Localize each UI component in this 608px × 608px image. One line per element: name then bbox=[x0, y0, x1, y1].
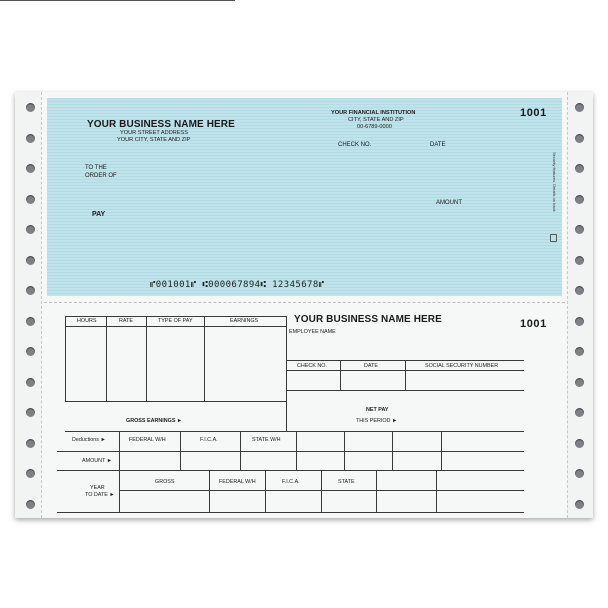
deductions-label: Deductions ► bbox=[72, 437, 106, 443]
left-tractor-hole bbox=[26, 286, 35, 295]
fica-header: F.I.C.A. bbox=[200, 437, 218, 443]
bank-city: CITY, STATE AND ZIP bbox=[348, 117, 404, 123]
left-tractor-hole bbox=[26, 439, 35, 448]
check-no-label: CHECK NO. bbox=[338, 142, 372, 148]
left-tractor-hole bbox=[26, 134, 35, 143]
stub-check-number: 1001 bbox=[520, 318, 547, 330]
right-tractor-hole bbox=[575, 469, 584, 478]
signature-line bbox=[0, 0, 235, 1]
type-of-pay-header: TYPE OF PAY bbox=[158, 318, 193, 324]
bank-routing-fraction: 00-6789-0000 bbox=[357, 124, 392, 130]
left-tractor-hole bbox=[26, 256, 35, 265]
order-of-label: ORDER OF bbox=[85, 173, 117, 179]
left-tractor-hole bbox=[26, 408, 35, 417]
left-perforation bbox=[41, 92, 42, 518]
right-tractor-hole bbox=[575, 317, 584, 326]
ytd-fica-header: F.I.C.A. bbox=[282, 479, 300, 485]
right-tractor-hole bbox=[575, 103, 584, 112]
check-stub-perforation bbox=[44, 302, 565, 303]
left-tractor-hole bbox=[26, 469, 35, 478]
ytd-federal-header: FEDERAL W/H bbox=[219, 479, 256, 485]
state-wh-header: STATE W/H bbox=[252, 437, 281, 443]
padlock-icon bbox=[550, 234, 557, 242]
left-tractor-hole bbox=[26, 317, 35, 326]
to-the-label: TO THE bbox=[85, 165, 107, 171]
to-date-label: TO DATE ► bbox=[85, 492, 115, 498]
stub-check-no-label: CHECK NO. bbox=[297, 363, 327, 369]
left-tractor-hole bbox=[26, 347, 35, 356]
right-tractor-hole bbox=[575, 500, 584, 509]
check-number: 1001 bbox=[520, 107, 547, 119]
right-tractor-hole bbox=[575, 408, 584, 417]
right-tractor-hole bbox=[575, 347, 584, 356]
right-perforation bbox=[567, 92, 568, 518]
micr-line: ⑈001001⑈ ⑆000067894⑆ 12345678⑈ bbox=[150, 280, 325, 290]
right-tractor-strip bbox=[567, 92, 593, 518]
gross-earnings-label: GROSS EARNINGS ► bbox=[126, 418, 183, 424]
right-tractor-hole bbox=[575, 256, 584, 265]
left-tractor-hole bbox=[26, 500, 35, 509]
pay-label: PAY bbox=[92, 211, 106, 218]
check-business-name: YOUR BUSINESS NAME HERE bbox=[87, 119, 235, 130]
right-tractor-hole bbox=[575, 225, 584, 234]
left-tractor-hole bbox=[26, 103, 35, 112]
hours-header: HOURS bbox=[77, 318, 97, 324]
amount-label: AMOUNT bbox=[436, 200, 462, 206]
ytd-state-header: STATE bbox=[338, 479, 355, 485]
left-tractor-hole bbox=[26, 164, 35, 173]
right-tractor-hole bbox=[575, 195, 584, 204]
right-tractor-hole bbox=[575, 378, 584, 387]
check-city-state: YOUR CITY, STATE AND ZIP bbox=[117, 137, 191, 143]
check-date-label: DATE bbox=[430, 142, 446, 148]
left-tractor-strip bbox=[15, 92, 41, 518]
right-tractor-hole bbox=[575, 286, 584, 295]
year-label: YEAR bbox=[90, 485, 105, 491]
right-tractor-hole bbox=[575, 439, 584, 448]
right-tractor-hole bbox=[575, 134, 584, 143]
stub-business-name: YOUR BUSINESS NAME HERE bbox=[294, 314, 442, 325]
left-tractor-hole bbox=[26, 195, 35, 204]
amount-row-label: AMOUNT ► bbox=[82, 458, 113, 464]
federal-wh-header: FEDERAL W/H bbox=[129, 437, 166, 443]
net-pay-label: NET PAY bbox=[366, 407, 389, 413]
rate-header: RATE bbox=[119, 318, 133, 324]
ytd-gross-header: GROSS bbox=[155, 479, 175, 485]
left-tractor-hole bbox=[26, 378, 35, 387]
pay-stub bbox=[47, 306, 562, 515]
right-tractor-hole bbox=[575, 164, 584, 173]
security-features-note: Security features. Details on back bbox=[552, 152, 557, 212]
earnings-header: EARNINGS bbox=[230, 318, 259, 324]
ssn-label: SOCIAL SECURITY NUMBER bbox=[425, 363, 499, 369]
check-street-address: YOUR STREET ADDRESS bbox=[120, 130, 188, 136]
employee-name-label: EMPLOYEE NAME bbox=[289, 329, 336, 335]
stub-date-label: DATE bbox=[364, 363, 378, 369]
bank-name: YOUR FINANCIAL INSTITUTION bbox=[331, 110, 416, 116]
this-period-label: THIS PERIOD ► bbox=[356, 418, 398, 424]
left-tractor-hole bbox=[26, 225, 35, 234]
